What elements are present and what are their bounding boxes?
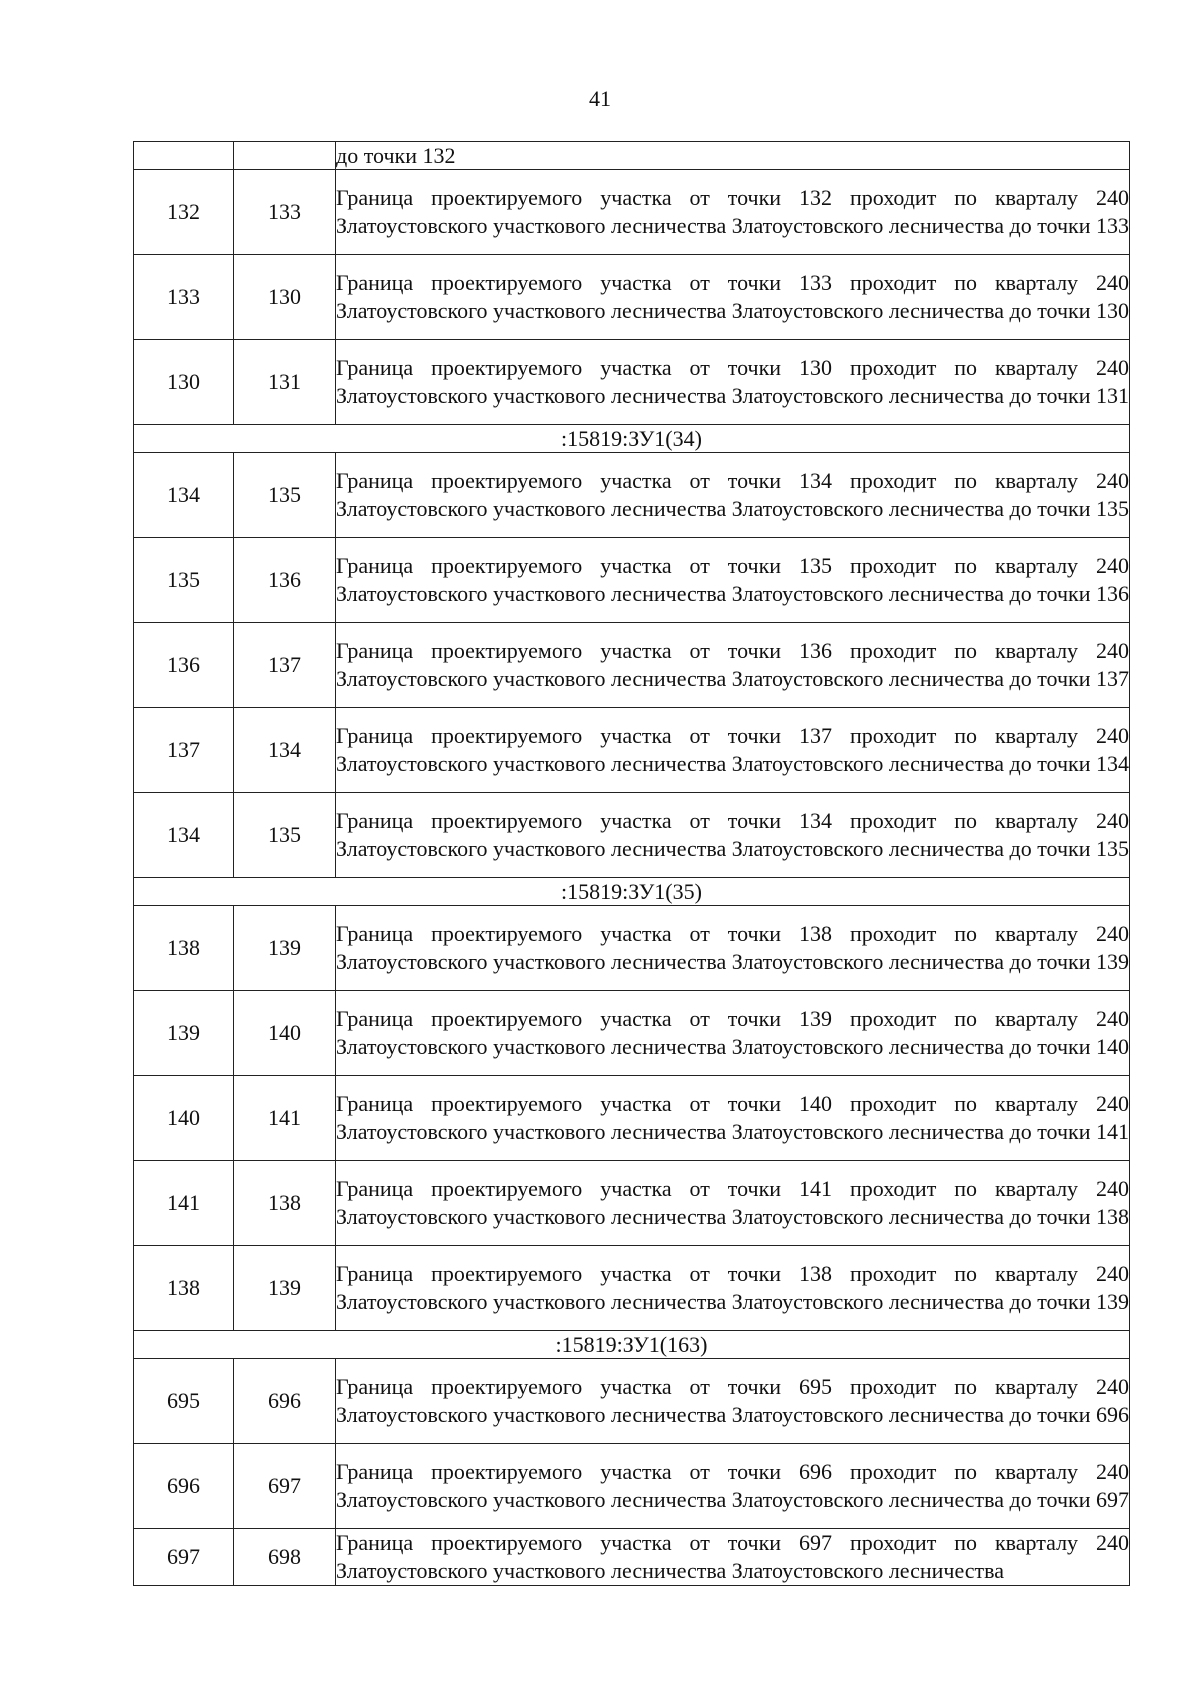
point-from-cell: 697 — [134, 1529, 234, 1586]
section-cadastral-label: :15819:ЗУ1(35) — [134, 878, 1130, 906]
table-row — [134, 708, 1130, 793]
boundary-description-cell: Граница проектируемого участка от точки 136 проходит по кварталу 240 Златоустовского участкового лесничества Златоустовского лесничества до точки 137 — [336, 623, 1130, 708]
boundary-description-cell: до точки 132 — [336, 142, 1130, 170]
point-to-cell: 136 — [234, 538, 336, 623]
section-cadastral-label: :15819:ЗУ1(163) — [134, 1331, 1130, 1359]
point-from-cell: 140 — [134, 1076, 234, 1161]
point-from-cell: 135 — [134, 538, 234, 623]
table-row — [134, 170, 1130, 255]
page-number: 41 — [589, 86, 611, 111]
boundary-description-cell: Граница проектируемого участка от точки 138 проходит по кварталу 240 Златоустовского участкового лесничества Златоустовского лесничества до точки 139 — [336, 906, 1130, 991]
boundary-description-cell: Граница проектируемого участка от точки 134 проходит по кварталу 240 Златоустовского участкового лесничества Златоустовского лесничества до точки 135 — [336, 453, 1130, 538]
boundary-description-cell: Граница проектируемого участка от точки 134 проходит по кварталу 240 Златоустовского участкового лесничества Златоустовского лесничества до точки 135 — [336, 793, 1130, 878]
table-row — [134, 1161, 1130, 1246]
table-row — [134, 1076, 1130, 1161]
point-to-cell: 141 — [234, 1076, 336, 1161]
boundary-description-cell: Граница проектируемого участка от точки 133 проходит по кварталу 240 Златоустовского участкового лесничества Златоустовского лесничества до точки 130 — [336, 255, 1130, 340]
point-from-cell: 137 — [134, 708, 234, 793]
table-row — [134, 255, 1130, 340]
point-from-cell: 134 — [134, 793, 234, 878]
point-from-cell: 138 — [134, 906, 234, 991]
point-to-cell: 135 — [234, 453, 336, 538]
section-header-row — [134, 878, 1130, 906]
point-to-cell: 140 — [234, 991, 336, 1076]
point-from-cell: 130 — [134, 340, 234, 425]
boundary-description-cell: Граница проектируемого участка от точки 135 проходит по кварталу 240 Златоустовского участкового лесничества Златоустовского лесничества до точки 136 — [336, 538, 1130, 623]
boundary-description-cell: Граница проектируемого участка от точки 132 проходит по кварталу 240 Златоустовского участкового лесничества Златоустовского лесничества до точки 133 — [336, 170, 1130, 255]
point-from-cell: 696 — [134, 1444, 234, 1529]
point-from-cell: 132 — [134, 170, 234, 255]
table-row — [134, 142, 1130, 170]
boundary-description-cell: Граница проектируемого участка от точки 141 проходит по кварталу 240 Златоустовского участкового лесничества Златоустовского лесничества до точки 138 — [336, 1161, 1130, 1246]
boundary-description-cell: Граница проектируемого участка от точки 139 проходит по кварталу 240 Златоустовского участкового лесничества Златоустовского лесничества до точки 140 — [336, 991, 1130, 1076]
boundary-description-cell: Граница проектируемого участка от точки 696 проходит по кварталу 240 Златоустовского участкового лесничества Златоустовского лесничества до точки 697 — [336, 1444, 1130, 1529]
table-row — [134, 1444, 1130, 1529]
boundary-description-cell: Граница проектируемого участка от точки 130 проходит по кварталу 240 Златоустовского участкового лесничества Златоустовского лесничества до точки 131 — [336, 340, 1130, 425]
section-header-row — [134, 1331, 1130, 1359]
point-from-cell: 136 — [134, 623, 234, 708]
point-from-cell — [134, 142, 234, 170]
boundary-description-table — [133, 141, 1130, 1586]
table-row — [134, 623, 1130, 708]
point-to-cell: 131 — [234, 340, 336, 425]
point-to-cell: 137 — [234, 623, 336, 708]
section-cadastral-label: :15819:ЗУ1(34) — [134, 425, 1130, 453]
point-from-cell: 139 — [134, 991, 234, 1076]
table-row — [134, 906, 1130, 991]
point-to-cell: 139 — [234, 906, 336, 991]
point-from-cell: 133 — [134, 255, 234, 340]
table-row — [134, 793, 1130, 878]
point-from-cell: 138 — [134, 1246, 234, 1331]
point-to-cell: 697 — [234, 1444, 336, 1529]
point-to-cell: 139 — [234, 1246, 336, 1331]
point-to-cell: 130 — [234, 255, 336, 340]
table-row — [134, 1359, 1130, 1444]
point-to-cell: 135 — [234, 793, 336, 878]
table-row — [134, 1529, 1130, 1586]
table-row — [134, 1246, 1130, 1331]
boundary-description-cell: Граница проектируемого участка от точки 140 проходит по кварталу 240 Златоустовского участкового лесничества Златоустовского лесничества до точки 141 — [336, 1076, 1130, 1161]
table-body — [134, 142, 1130, 1586]
table-row — [134, 991, 1130, 1076]
point-to-cell — [234, 142, 336, 170]
point-to-cell: 133 — [234, 170, 336, 255]
point-from-cell: 141 — [134, 1161, 234, 1246]
section-header-row — [134, 425, 1130, 453]
boundary-description-cell: Граница проектируемого участка от точки 697 проходит по кварталу 240 Златоустовского участкового лесничества Златоустовского лесничества — [336, 1529, 1130, 1586]
table-row — [134, 453, 1130, 538]
point-to-cell: 698 — [234, 1529, 336, 1586]
point-from-cell: 134 — [134, 453, 234, 538]
table-row — [134, 538, 1130, 623]
boundary-description-cell: Граница проектируемого участка от точки 138 проходит по кварталу 240 Златоустовского участкового лесничества Златоустовского лесничества до точки 139 — [336, 1246, 1130, 1331]
point-to-cell: 134 — [234, 708, 336, 793]
boundary-description-cell: Граница проектируемого участка от точки 137 проходит по кварталу 240 Златоустовского участкового лесничества Златоустовского лесничества до точки 134 — [336, 708, 1130, 793]
boundary-description-cell: Граница проектируемого участка от точки 695 проходит по кварталу 240 Златоустовского участкового лесничества Златоустовского лесничества до точки 696 — [336, 1359, 1130, 1444]
point-from-cell: 695 — [134, 1359, 234, 1444]
point-to-cell: 696 — [234, 1359, 336, 1444]
point-to-cell: 138 — [234, 1161, 336, 1246]
table-row — [134, 340, 1130, 425]
